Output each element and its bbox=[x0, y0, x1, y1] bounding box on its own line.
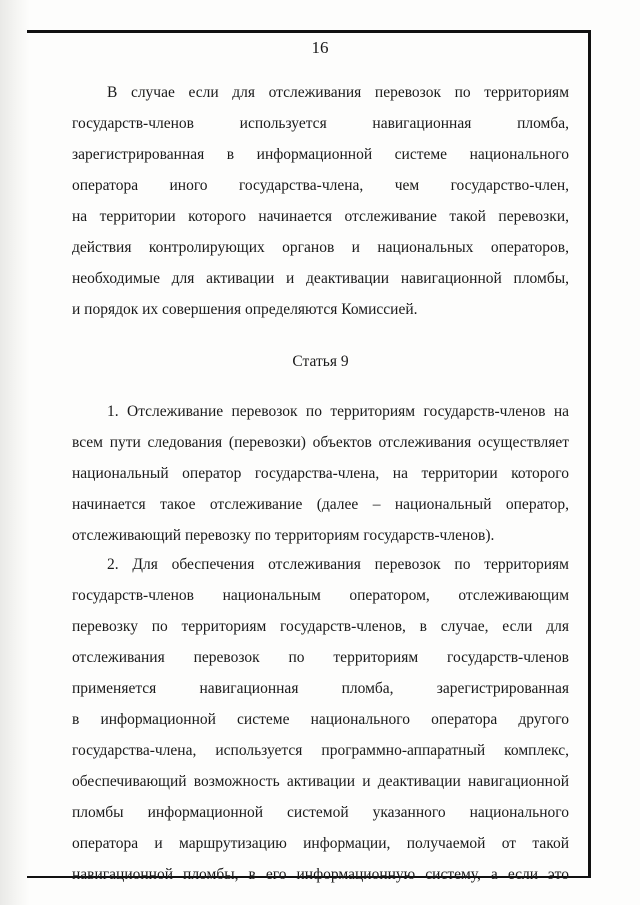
text-line: национальный оператор государства-члена, на территории которого bbox=[72, 465, 569, 482]
text-line: начинается такое отслеживание (далее – национальный оператор, bbox=[72, 496, 569, 513]
text-line: в информационной системе национального оператора другого bbox=[72, 711, 569, 728]
text-line: навигационной пломбы, в его информационную систему, а если это bbox=[72, 866, 569, 883]
text-line: оператора иного государства-члена, чем государство-член, bbox=[72, 177, 569, 194]
article-paragraph-1 bbox=[72, 397, 569, 550]
document-body bbox=[72, 78, 569, 889]
frame-border-right bbox=[588, 30, 591, 878]
text-line: В случае если для отслеживания перевозок по территориям bbox=[107, 84, 569, 101]
text-line: отслеживания перевозок по территориям государств-членов bbox=[72, 649, 569, 666]
text-line: 1. Отслеживание перевозок по территориям государств-членов на bbox=[107, 403, 569, 420]
text-line: и порядок их совершения определяются Комиссией. bbox=[72, 301, 418, 318]
text-line: государств-членов используется навигационная пломба, bbox=[72, 115, 569, 132]
text-line: на территории которого начинается отслеживание такой перевозки, bbox=[72, 208, 569, 225]
text-line: 2. Для обеспечения отслеживания перевозок по территориям bbox=[107, 556, 569, 573]
frame-border-top bbox=[27, 30, 590, 33]
page-number: 16 bbox=[311, 38, 329, 57]
text-line: перевозку по территориям государств-членов, в случае, если для bbox=[72, 618, 569, 635]
article-paragraph-2 bbox=[72, 550, 569, 889]
text-line: обеспечивающий возможность активации и деактивации навигационной bbox=[72, 773, 569, 790]
article-heading: Статья 9 bbox=[292, 353, 349, 370]
text-line: государства-члена, используется программно-аппаратный комплекс, bbox=[72, 742, 569, 759]
text-line: всем пути следования (перевозки) объектов отслеживания осуществляет bbox=[72, 434, 569, 451]
text-line: действия контролирующих органов и национальных операторов, bbox=[72, 239, 569, 256]
text-line: государств-членов национальным оператором, отслеживающим bbox=[72, 587, 569, 604]
text-line: зарегистрированная в информационной системе национального bbox=[72, 146, 569, 163]
text-line: применяется навигационная пломба, зарегистрированная bbox=[72, 680, 569, 697]
text-line: отслеживающий перевозку по территориям государств-членов). bbox=[72, 527, 495, 544]
text-line: пломбы информационной системой указанного национального bbox=[72, 804, 569, 821]
paragraph-intro bbox=[72, 78, 569, 324]
text-line: необходимые для активации и деактивации навигационной пломбы, bbox=[72, 270, 569, 287]
scan-edge-shadow bbox=[0, 0, 30, 905]
text-line: оператора и маршрутизацию информации, получаемой от такой bbox=[72, 835, 569, 852]
